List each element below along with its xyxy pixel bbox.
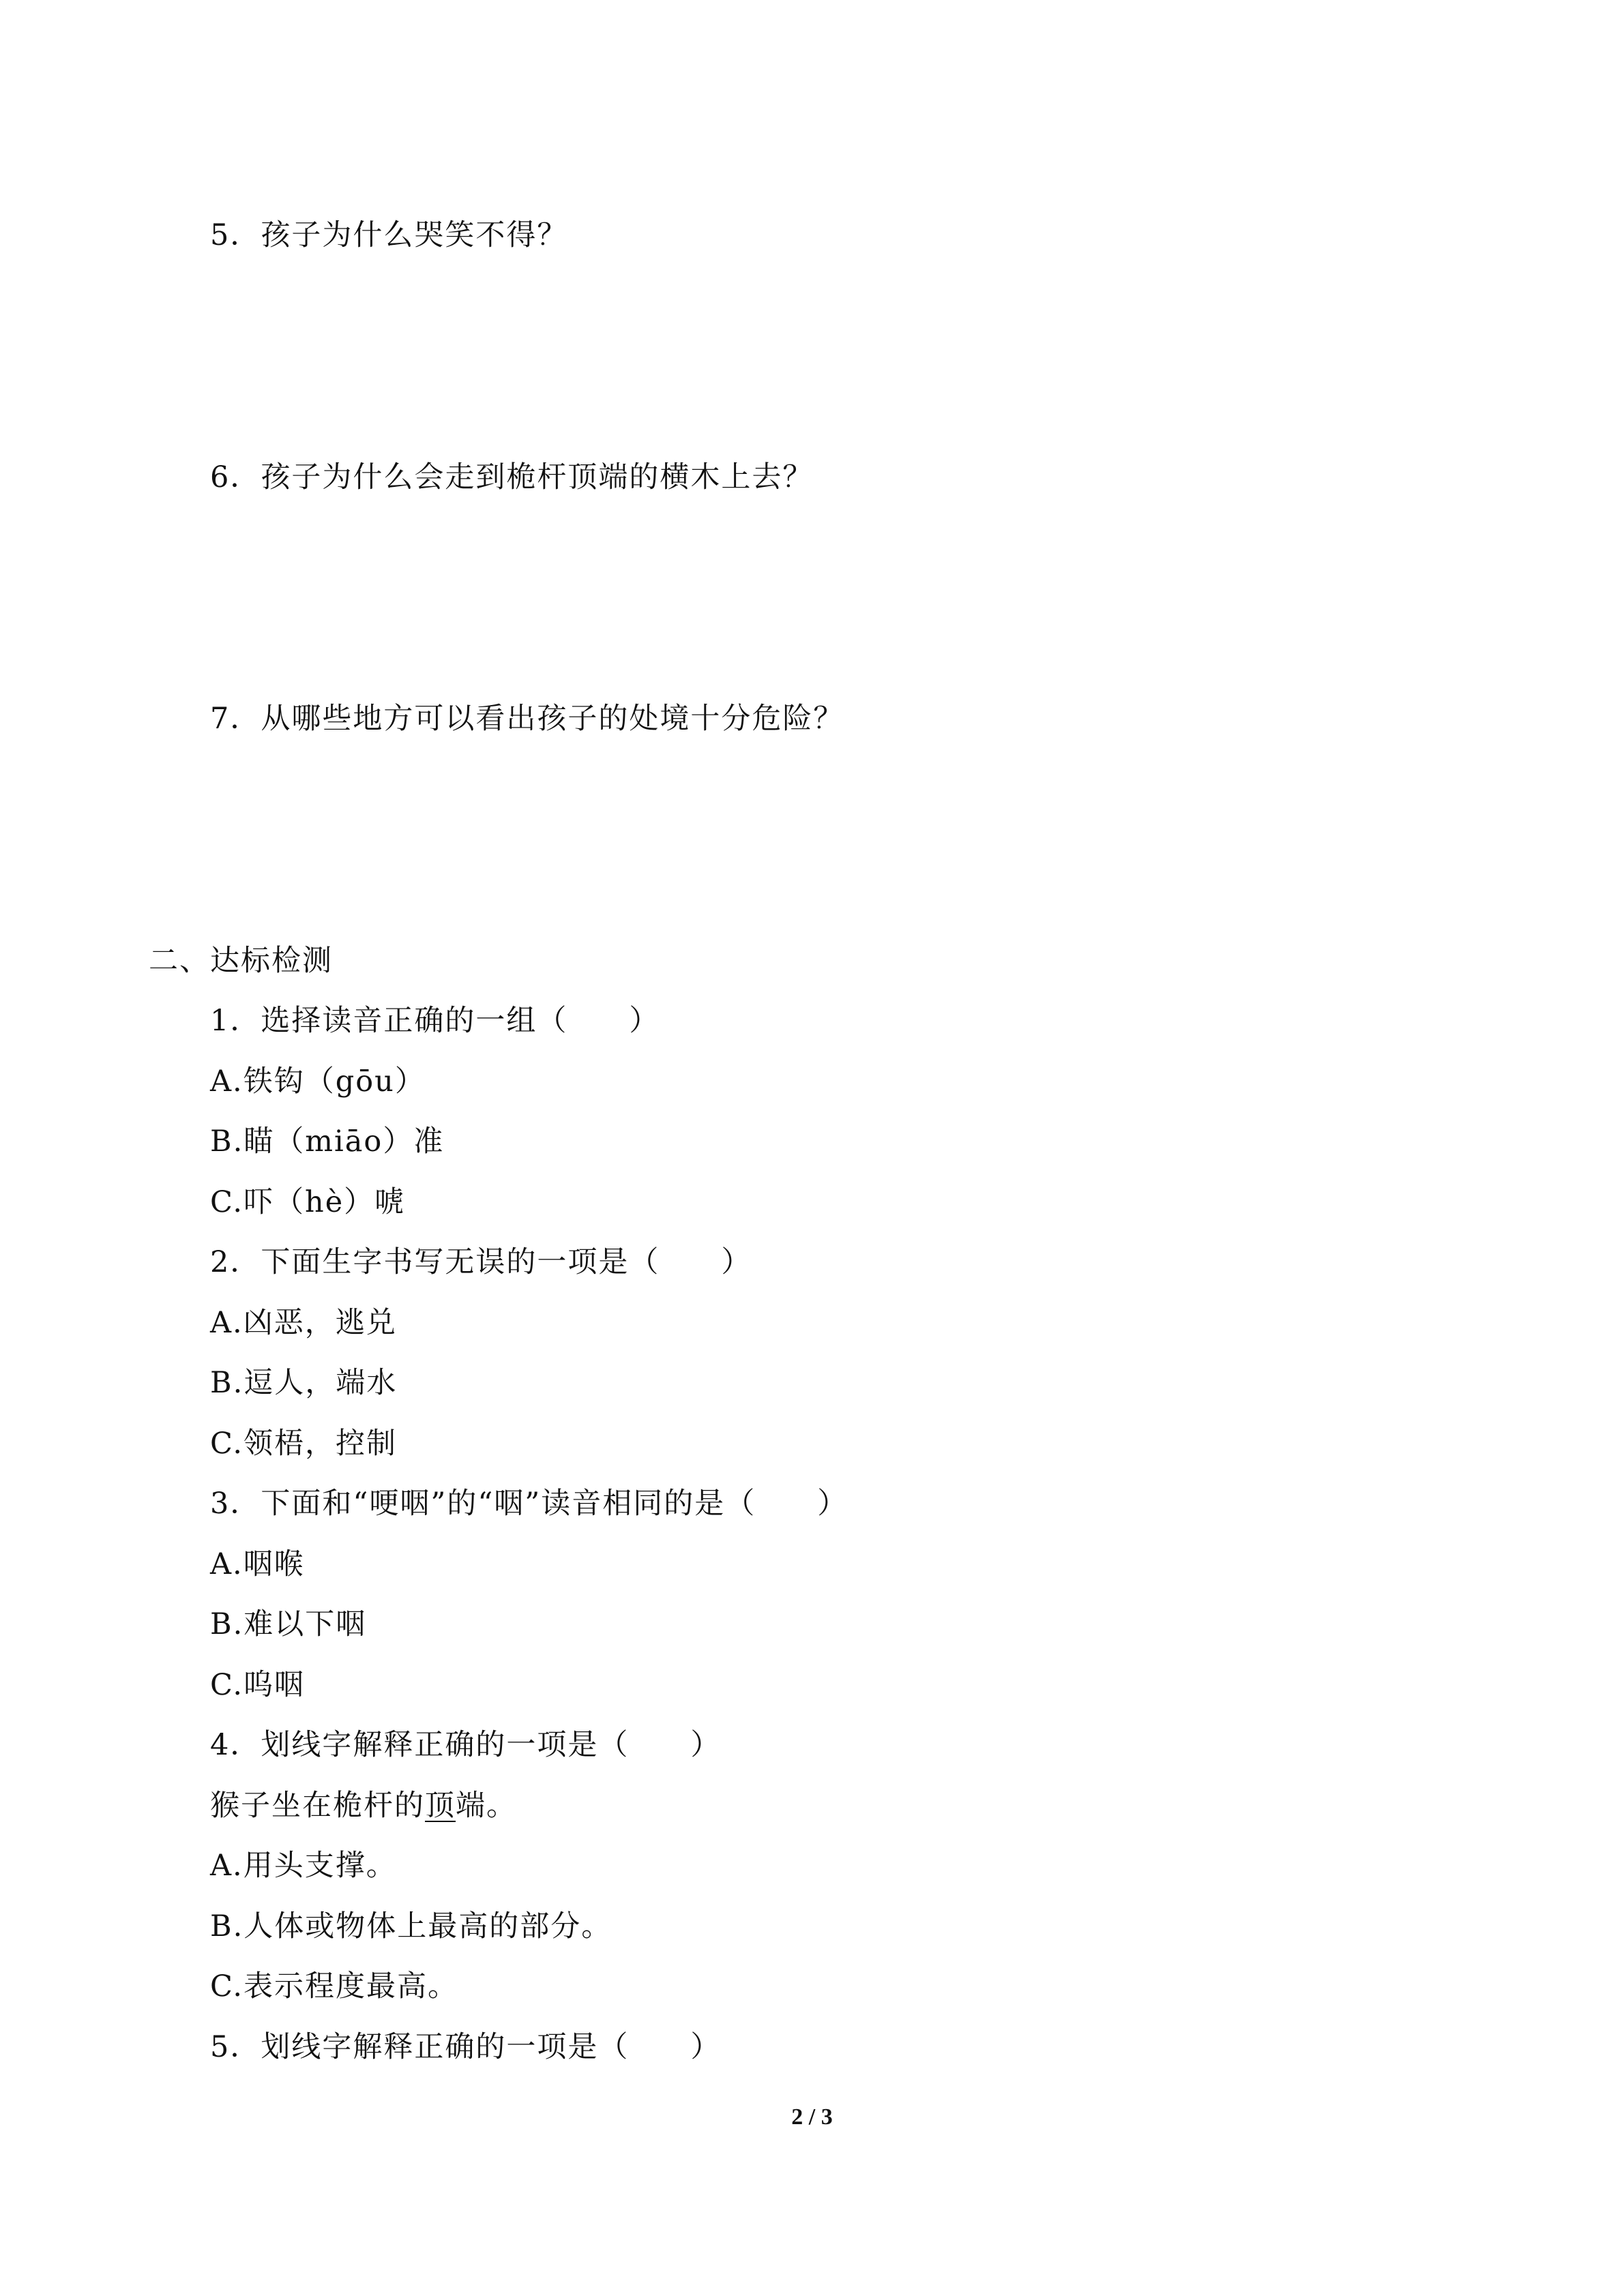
q4-sentence-after: 端。 (456, 1789, 517, 1823)
q1-option-a: A.铁钩（gōu） (210, 1064, 426, 1099)
question-7-top: 7．从哪些地方可以看出孩子的处境十分危险？ (210, 702, 844, 736)
q3-option-a: A.咽喉 (210, 1547, 305, 1581)
page-number: 2 / 3 (791, 2104, 833, 2130)
q3-option-b: B.难以下咽 (210, 1607, 367, 1641)
q4-sentence-before: 猴子坐在桅杆的 (210, 1789, 425, 1823)
q4-option-c: C.表示程度最高。 (210, 1969, 459, 2003)
q4-option-b: B.人体或物体上最高的部分。 (210, 1909, 612, 1943)
q3-stem: 3．下面和“哽咽”的“咽”读音相同的是（ ） (210, 1487, 848, 1521)
section-heading: 二、达标检测 (149, 944, 333, 978)
q2-option-b: B.逗人，端水 (210, 1366, 398, 1400)
q4-option-a: A.用头支撑。 (210, 1849, 397, 1883)
q1-stem: 1．选择读音正确的一组（ ） (210, 1004, 660, 1038)
q2-stem: 2．下面生字书写无误的一项是（ ） (210, 1245, 752, 1279)
question-6-top: 6．孩子为什么会走到桅杆顶端的横木上去？ (210, 460, 814, 494)
q4-underlined-char: 顶 (425, 1789, 456, 1823)
q1-option-c: C.吓（hè）唬 (210, 1185, 406, 1219)
q2-option-a: A.凶恶，逃兑 (210, 1306, 397, 1340)
q4-stem: 4．划线字解释正确的一项是（ ） (210, 1728, 722, 1762)
question-5-top: 5．孩子为什么哭笑不得？ (210, 218, 568, 252)
q5-stem: 5．划线字解释正确的一项是（ ） (210, 2030, 722, 2064)
q1-option-b: B.瞄（miāo）准 (210, 1124, 445, 1159)
q4-sentence (210, 1787, 517, 1825)
q2-option-c: C.领梧，控制 (210, 1427, 398, 1461)
q3-option-c: C.呜咽 (210, 1668, 306, 1702)
